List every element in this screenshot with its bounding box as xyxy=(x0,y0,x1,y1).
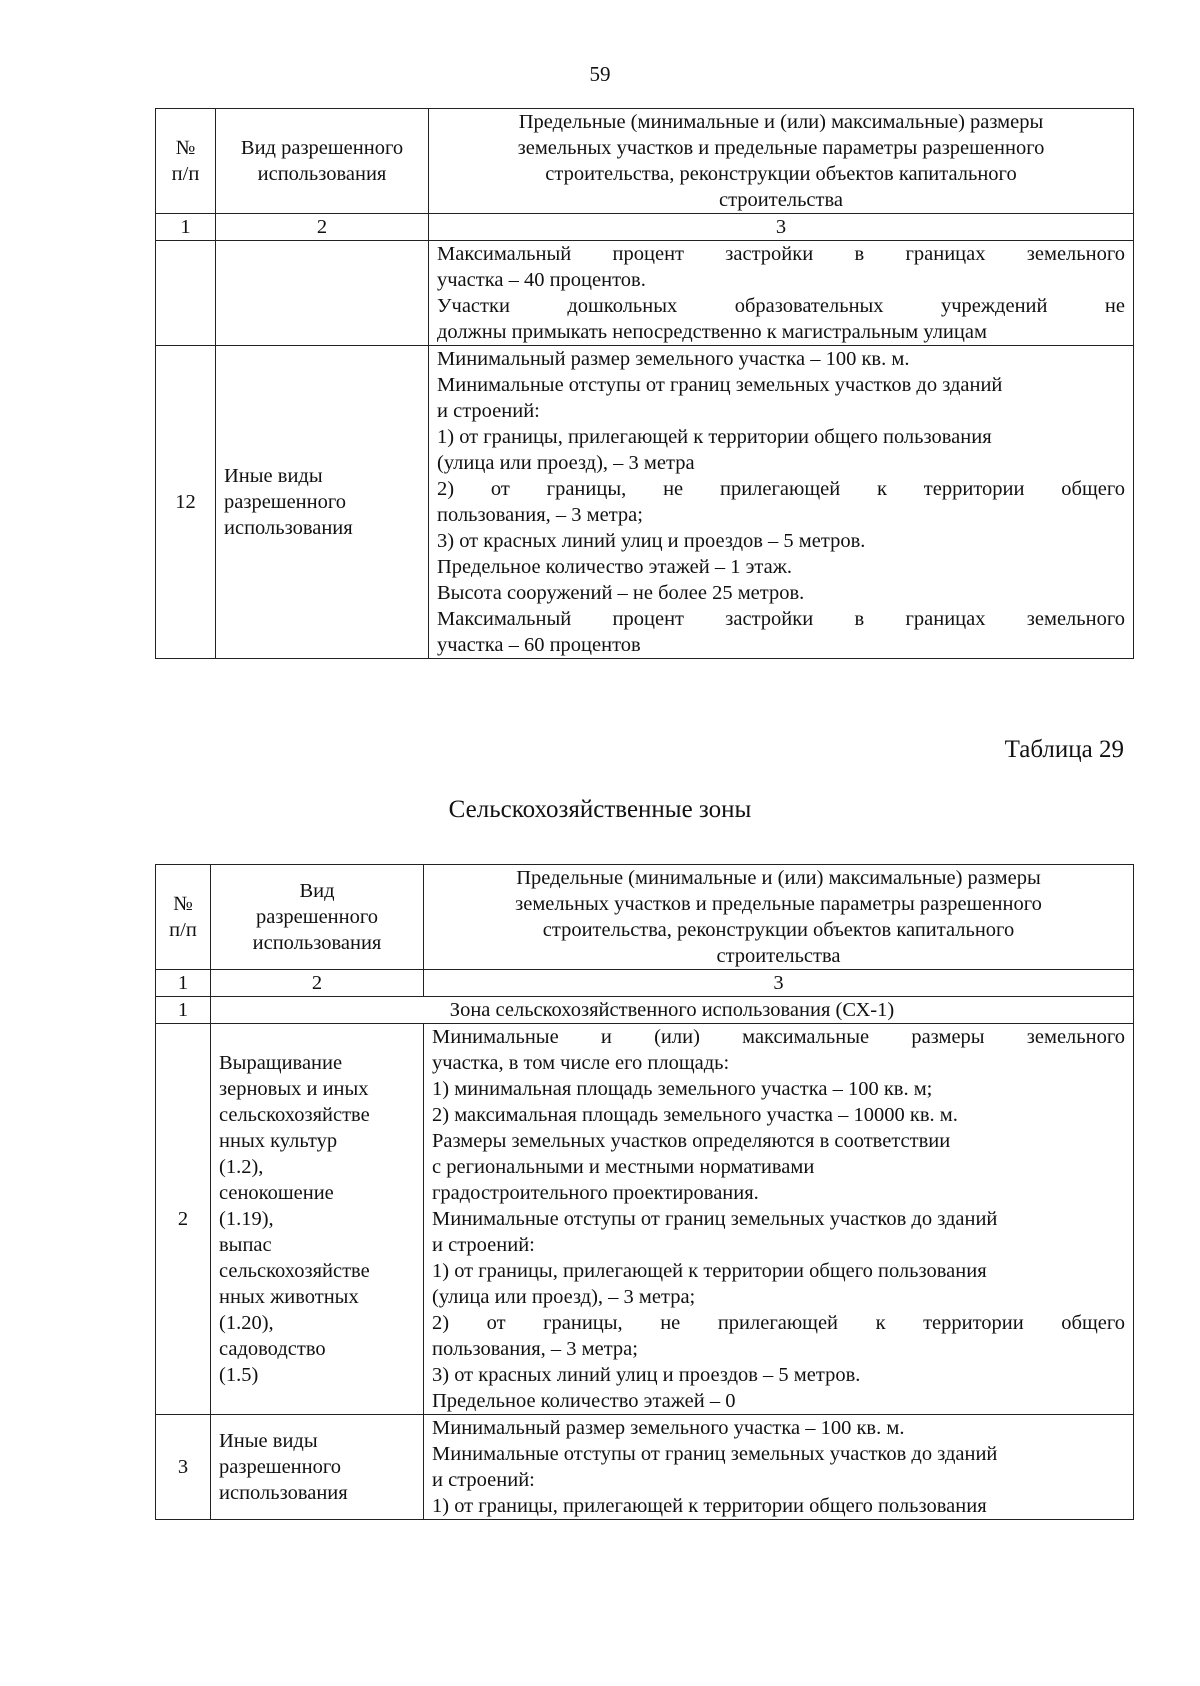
column-number: 1 xyxy=(156,970,211,997)
table-caption: Таблица 29 xyxy=(1004,736,1124,763)
column-numbers-row xyxy=(156,970,1134,997)
column-number: 2 xyxy=(211,970,424,997)
table-row xyxy=(156,241,1134,346)
zone-title-row xyxy=(156,997,1134,1024)
column-number: 3 xyxy=(429,214,1134,241)
page-number: 59 xyxy=(589,62,611,86)
table-agricultural-zones xyxy=(155,864,1134,1520)
table-header-row xyxy=(156,865,1134,970)
header-parameters-cell: Предельные (минимальные и (или) максимальные) размеры земельных участков и предельные параметры разрешенного строительства, реконструкции объектов капитального строительства xyxy=(424,865,1134,970)
table-row xyxy=(156,346,1134,659)
row-parameters-cell: Минимальный размер земельного участка – 100 кв. м. Минимальные отступы от границ земельных участков до зданий и строений: 1) от границы, прилегающей к территории общего пользования (улица или проезд), – 3 метра 2) от границы, не прилегающей к территории общего пользования, – 3 метра; 3) от красных линий улиц и проездов – 5 метров. Предельное количество этажей – 1 этаж. Высота сооружений – не более 25 метров. Максимальный процент застройки в границах земельного участка – 60 процентов xyxy=(429,346,1134,659)
row-use-type-cell xyxy=(216,241,429,346)
row-number-cell: 12 xyxy=(156,346,216,659)
row-number-cell: 2 xyxy=(156,1024,211,1415)
table-header-row xyxy=(156,109,1134,214)
column-number: 2 xyxy=(216,214,429,241)
row-number-cell xyxy=(156,241,216,346)
row-use-type-cell: Иные виды разрешенного использования xyxy=(211,1415,424,1520)
table-row xyxy=(156,1024,1134,1415)
row-number-cell: 3 xyxy=(156,1415,211,1520)
header-use-type-cell: Вид разрешенного использования xyxy=(216,109,429,214)
row-number-cell: 1 xyxy=(156,997,211,1024)
section-title: Сельскохозяйственные зоны xyxy=(448,796,752,823)
table-land-use-parameters-continued xyxy=(155,108,1134,659)
column-number: 3 xyxy=(424,970,1134,997)
table-row xyxy=(156,1415,1134,1520)
row-parameters-cell: Минимальные и (или) максимальные размеры земельного участка, в том числе его площадь: 1) минимальная площадь земельного участка – 100 кв. м; 2) максимальная площадь земельного участка – 10000 кв. м. Размеры земельных участков определяются в соответствии с региональными и местными нормативами градостроительного проектирования. Минимальные отступы от границ земельных участков до зданий и строений: 1) от границы, прилегающей к территории общего пользования (улица или проезд), – 3 метра; 2) от границы, не прилегающей к территории общего пользования, – 3 метра; 3) от красных линий улиц и проездов – 5 метров. Предельное количество этажей – 0 xyxy=(424,1024,1134,1415)
column-number: 1 xyxy=(156,214,216,241)
header-number-cell: № п/п xyxy=(156,109,216,214)
header-parameters-cell: Предельные (минимальные и (или) максимальные) размеры земельных участков и предельные параметры разрешенного строительства, реконструкции объектов капитального строительства xyxy=(429,109,1134,214)
row-use-type-cell: Иные виды разрешенного использования xyxy=(216,346,429,659)
header-number-cell: № п/п xyxy=(156,865,211,970)
header-use-type-cell: Вид разрешенного использования xyxy=(211,865,424,970)
column-numbers-row xyxy=(156,214,1134,241)
row-parameters-cell: Минимальный размер земельного участка – 100 кв. м. Минимальные отступы от границ земельных участков до зданий и строений: 1) от границы, прилегающей к территории общего пользования xyxy=(424,1415,1134,1520)
row-parameters-cell: Максимальный процент застройки в границах земельного участка – 40 процентов. Участки дошкольных образовательных учреждений не должны примыкать непосредственно к магистральным улицам xyxy=(429,241,1134,346)
zone-title-cell: Зона сельскохозяйственного использования (СХ-1) xyxy=(211,997,1134,1024)
row-use-type-cell: Выращивание зерновых и иных сельскохозяйстве нных культур (1.2), сенокошение (1.19), выпас сельскохозяйстве нных животных (1.20), садоводство (1.5) xyxy=(211,1024,424,1415)
